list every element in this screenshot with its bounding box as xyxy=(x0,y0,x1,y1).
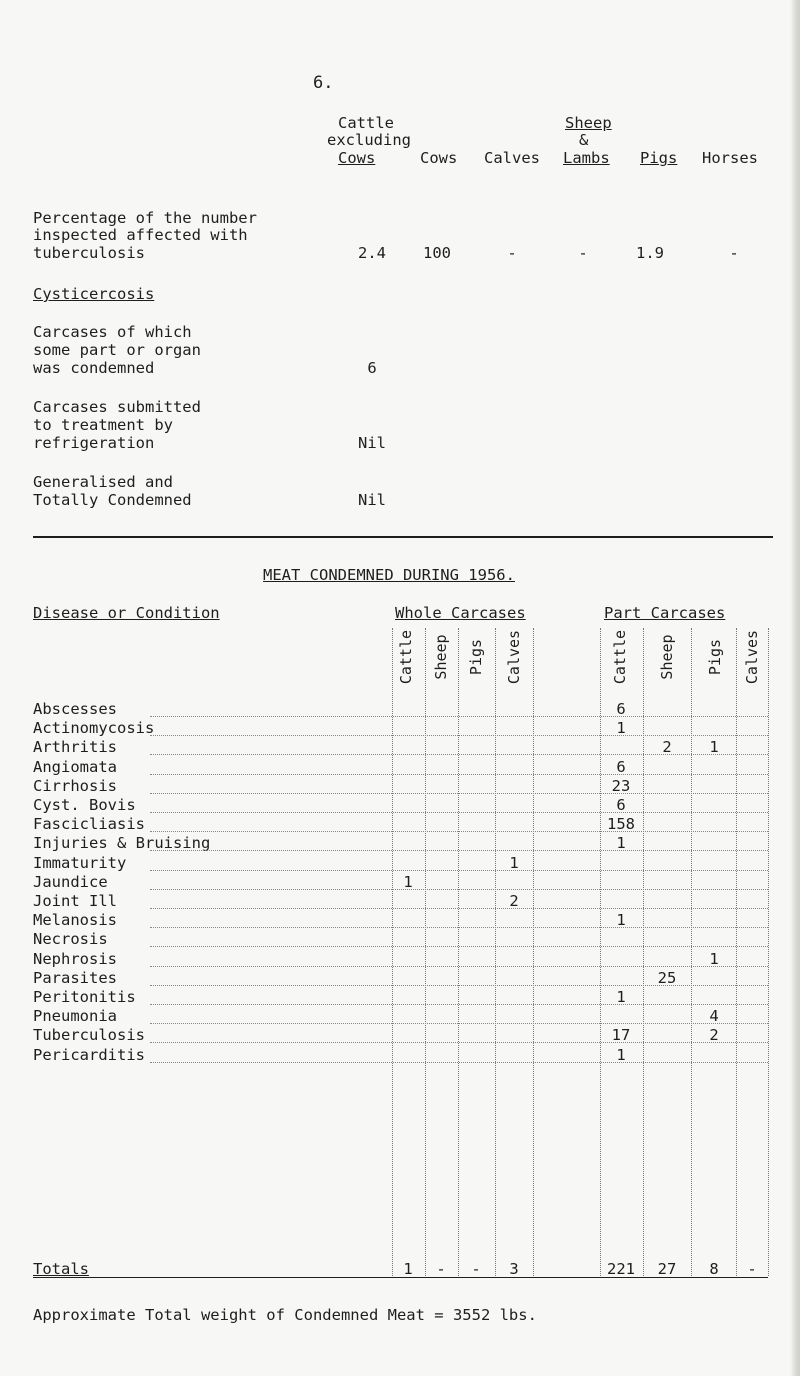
row-leader xyxy=(150,927,768,928)
header-sheep-line2: & xyxy=(579,131,589,149)
stat-gen-line2: Totally Condemned xyxy=(33,491,192,509)
condition-label: Jaundice xyxy=(33,872,108,891)
part-cell: 1 xyxy=(709,949,719,968)
column-guide xyxy=(736,628,737,1276)
row-leader xyxy=(150,870,768,871)
row-leader xyxy=(150,831,768,832)
col-whole-header: Whole Carcases xyxy=(395,604,526,622)
column-guide xyxy=(768,628,769,1276)
condition-label: Arthritis xyxy=(33,738,117,757)
part-cell: 1 xyxy=(616,834,626,853)
condition-label: Nephrosis xyxy=(33,949,117,968)
pct-horses-value: - xyxy=(729,244,739,262)
total-part-cell: - xyxy=(747,1260,757,1278)
row-leader xyxy=(150,1062,768,1063)
page-edge-shadow xyxy=(790,0,800,1376)
stat-pct-line2: inspected affected with xyxy=(33,226,248,244)
part-cell: 1 xyxy=(616,911,626,930)
total-part-cell: 8 xyxy=(709,1260,719,1278)
page-number: 6. xyxy=(313,73,334,93)
whole-sub-cattle: Cattle xyxy=(397,629,415,685)
column-guide xyxy=(458,628,459,1276)
row-leader xyxy=(150,716,768,717)
condition-label: Pneumonia xyxy=(33,1007,117,1026)
totals-label: Totals xyxy=(33,1260,89,1278)
whole-sub-pigs: Pigs xyxy=(467,638,485,676)
condition-label: Melanosis xyxy=(33,911,117,930)
whole-cell: 2 xyxy=(509,892,519,910)
whole-sub-sheep: Sheep xyxy=(432,634,450,680)
header-sheep-line3: Lambs xyxy=(563,149,610,167)
refr-value: Nil xyxy=(358,434,386,452)
condition-label: Abscesses xyxy=(33,700,117,718)
header-cattle-line1: Cattle xyxy=(338,114,394,132)
condition-label: Parasites xyxy=(33,968,117,987)
part-cell: 23 xyxy=(611,776,631,795)
total-part-cell: 27 xyxy=(657,1260,677,1278)
condition-label: Cyst. Bovis xyxy=(33,796,136,814)
part-cell: 6 xyxy=(616,700,626,718)
part-cell: 1 xyxy=(616,719,626,738)
part-cell: 6 xyxy=(616,796,626,814)
column-guide xyxy=(691,628,692,1276)
row-leader xyxy=(150,1042,768,1043)
part-cell: 4 xyxy=(709,1007,719,1026)
part-sub-pigs: Pigs xyxy=(706,638,724,676)
pct-pigs-value: 1.9 xyxy=(636,244,664,262)
column-guide xyxy=(392,628,393,1276)
header-cattle-line2: excluding xyxy=(327,131,411,149)
condition-label: Angiomata xyxy=(33,757,117,776)
total-whole-cell: 3 xyxy=(509,1260,519,1278)
condition-label: Pericarditis xyxy=(33,1045,145,1064)
whole-cell: 1 xyxy=(509,853,519,872)
header-cows: Cows xyxy=(420,149,458,167)
total-whole-cell: 1 xyxy=(403,1260,413,1278)
part-sub-cattle: Cattle xyxy=(611,629,629,685)
row-leader xyxy=(150,908,768,909)
header-pigs: Pigs xyxy=(640,149,678,167)
pct-cows-value: 100 xyxy=(423,244,451,262)
stat-carc-line1: Carcases of which xyxy=(33,323,192,341)
row-leader xyxy=(150,812,768,813)
row-leader xyxy=(150,850,768,851)
condition-label: Joint Ill xyxy=(33,892,117,910)
pct-sheep-value: - xyxy=(578,244,588,262)
row-leader xyxy=(150,735,768,736)
stat-gen-line1: Generalised and xyxy=(33,473,173,491)
total-part-cell: 221 xyxy=(607,1260,635,1278)
col-disease-header: Disease or Condition xyxy=(33,604,220,622)
approx-weight-value: = 3552 lbs. xyxy=(434,1306,537,1324)
part-cell: 2 xyxy=(709,1026,719,1045)
total-whole-cell: - xyxy=(436,1260,446,1278)
condition-label: Immaturity xyxy=(33,853,127,872)
condition-label: Cirrhosis xyxy=(33,776,117,795)
row-leader xyxy=(150,774,768,775)
whole-sub-calves: Calves xyxy=(505,629,523,685)
stat-pct-line3: tuberculosis xyxy=(33,244,145,262)
part-cell: 158 xyxy=(607,815,635,834)
col-part-header: Part Carcases xyxy=(604,604,726,622)
column-guide xyxy=(495,628,496,1276)
stat-refr-line2: to treatment by xyxy=(33,416,173,434)
row-leader xyxy=(150,793,768,794)
part-sub-sheep: Sheep xyxy=(658,634,676,680)
row-leader xyxy=(150,1023,768,1024)
row-leader xyxy=(150,754,768,755)
whole-cell: 1 xyxy=(403,872,413,891)
section-divider xyxy=(33,536,773,538)
condition-label: Fascicliasis xyxy=(33,815,145,834)
condition-label: Injuries & Bruising xyxy=(33,834,211,853)
stat-carc-line3: was condemned xyxy=(33,359,155,377)
part-cell: 1 xyxy=(616,1045,626,1064)
condition-label: Peritonitis xyxy=(33,988,136,1006)
row-leader xyxy=(150,1004,768,1005)
part-cell: 1 xyxy=(616,988,626,1006)
carc-value: 6 xyxy=(367,359,377,377)
column-guide xyxy=(643,628,644,1276)
header-horses: Horses xyxy=(702,149,758,167)
part-cell: 2 xyxy=(662,738,672,757)
row-leader xyxy=(150,889,768,890)
gen-value: Nil xyxy=(358,491,386,509)
pct-cattle-value: 2.4 xyxy=(358,244,386,262)
total-whole-cell: - xyxy=(471,1260,481,1278)
part-cell: 6 xyxy=(616,757,626,776)
stat-carc-line2: some part or organ xyxy=(33,341,201,359)
stat-refr-line3: refrigeration xyxy=(33,434,155,452)
cysticercosis-heading: Cysticercosis xyxy=(33,285,155,303)
column-guide xyxy=(600,628,601,1276)
condition-label: Necrosis xyxy=(33,930,108,949)
table-title: MEAT CONDEMNED DURING 1956. xyxy=(263,566,515,584)
approx-weight-label: Approximate Total weight of Condemned Meat xyxy=(33,1306,425,1324)
part-cell: 25 xyxy=(657,968,677,987)
condition-label: Tuberculosis xyxy=(33,1026,145,1045)
stat-refr-line1: Carcases submitted xyxy=(33,398,201,416)
header-sheep-line1: Sheep xyxy=(565,114,612,132)
part-sub-calves: Calves xyxy=(743,629,761,685)
approx-weight-line xyxy=(33,1306,537,1324)
stat-pct-line1: Percentage of the number xyxy=(33,209,257,227)
row-leader xyxy=(150,966,768,967)
header-calves: Calves xyxy=(484,149,540,167)
row-leader xyxy=(150,946,768,947)
condition-label: Actinomycosis xyxy=(33,719,155,738)
header-cattle-line3: Cows xyxy=(338,149,376,167)
part-cell: 1 xyxy=(709,738,719,757)
pct-calves-value: - xyxy=(507,244,517,262)
column-guide xyxy=(425,628,426,1276)
column-guide xyxy=(533,628,534,1276)
part-cell: 17 xyxy=(611,1026,631,1045)
